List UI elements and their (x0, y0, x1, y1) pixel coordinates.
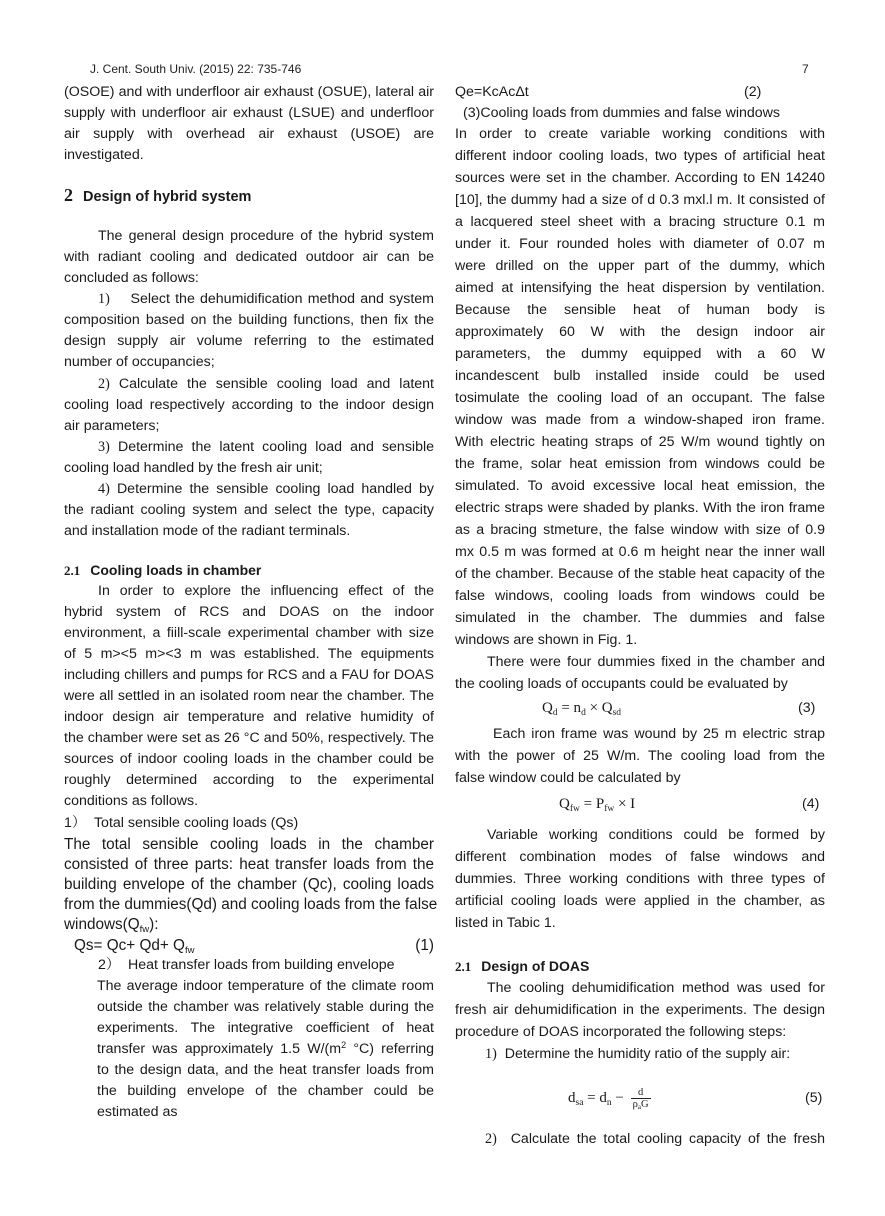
text-line: The general design procedure of the hybrid system (98, 228, 434, 244)
text-line: electric straps were shaded by planks. With the iron frame (455, 500, 825, 516)
text-line: Variable working conditions could be formed by (487, 827, 825, 843)
item-number: 2） (98, 957, 121, 973)
equation-3 (455, 698, 825, 720)
section-number: 2 (64, 185, 73, 205)
text-line: of 5 m><5 m><3 m was established. The equipments (64, 646, 434, 662)
text-line: $windows(Q_{fw})$: (64, 916, 159, 935)
step-number: 2) (485, 1131, 497, 1147)
text-line: including chillers and pumps for RCS and a FAU for DOAS (64, 667, 434, 683)
text-line: false windows, cooling loads from windows could be (455, 588, 825, 604)
equation-number: (1) (415, 937, 434, 954)
section-heading-doas (455, 956, 825, 978)
section-title: Cooling loads in chamber (90, 562, 262, 578)
text-line: the radiant cooling system and select the type, capacity (64, 502, 434, 518)
subsection-item-1 (64, 813, 434, 835)
text-line: roughly determined according to the experimental (64, 772, 434, 788)
fraction: $\frac{d}{\rho_aG}$ (632, 1087, 649, 1112)
text-line: different indoor cooling loads, two types of artificial heat (455, 148, 825, 164)
text-line: supply with underfloor air exhaust (LSUE) and underfloor (64, 105, 434, 121)
equation-text: $Q_{fw} = P_{fw} \times I$ (559, 796, 636, 814)
step-number: 2) (98, 376, 110, 392)
text-line: outside the chamber was relatively stable during the (97, 999, 434, 1015)
equation-text: $Q_d = n_d \times Q_{sd}$ (542, 700, 622, 718)
step-number: 4) (98, 481, 110, 497)
text-line: to the design data, and the heat transfer loads from (97, 1062, 434, 1078)
item-number: 1） (64, 815, 87, 831)
equation-1: $Qs= Qc+ Qd+ Q_{fw}$ (1) (74, 937, 434, 956)
text-line: dummies. Three working conditions with three types of (455, 871, 825, 887)
list-item-step-4 (98, 479, 434, 501)
text-line: were drilled on the upper part of the dummy, which (455, 258, 825, 274)
text-line: environment, a fiill-scale experimental chamber with size (64, 625, 434, 641)
step-text: Determine the sensible cooling load handled by (116, 481, 434, 497)
item-title: Heat transfer loads from building envelope (127, 957, 395, 973)
left-column (64, 0, 438, 1216)
text-line: the cooling loads of occupants could be evaluated by (455, 676, 788, 692)
text-line: procedure of DOAS incorporated the following steps: (455, 1024, 787, 1040)
text-line: artificial cooling loads were applied in the chamber, as (455, 893, 825, 909)
text-line: concluded as follows: (64, 270, 199, 286)
section-number: 2.1 (455, 959, 472, 974)
step-number: 1) (98, 291, 110, 307)
text-line: cooling load handled by the fresh air unit; (64, 460, 323, 476)
text-line: cooling load respectively according to the indoor design (64, 397, 434, 413)
equation-number: (3) (798, 700, 816, 716)
text-line: Each iron frame was wound by 25 m electric strap (493, 726, 825, 742)
text-line: as a bracing stmeture, the false window with size of 0.9 (455, 522, 825, 538)
step-text: Calculate the sensible cooling load and latent (118, 376, 434, 392)
text-line: investigated. (64, 147, 144, 163)
right-column (455, 0, 825, 1216)
text-line: windows are shown in Fig. 1. (455, 632, 638, 648)
step-text: Determine the latent cooling load and sensible (117, 439, 435, 455)
text-line: composition based on the building functions, then fix the (64, 312, 434, 328)
doas-step-1 (485, 1044, 825, 1066)
text-line: In order to create variable working conditions with (455, 126, 825, 142)
text-line: sources of indoor cooling loads in the chamber could be (64, 751, 434, 767)
equation-text: Qs= Qc+ Qd+ Q (74, 937, 185, 954)
text-line: tosimulate the cooling load of an occupant. The false (455, 390, 825, 406)
text-line: conditions as follows. (64, 793, 199, 809)
text-line: approximately 60 W with the design indoor air (455, 324, 825, 340)
text-line: were all settled in an isolated room near the chamber. The (64, 688, 434, 704)
equation-4 (455, 794, 825, 816)
text-line: of the chamber. Because of the stable heat capacity of the (455, 566, 825, 582)
equation-text: Qe=KcAcΔt (455, 84, 529, 100)
text-line: The average indoor temperature of the climate room (97, 978, 434, 994)
text-line: With electric heating straps of 25 W/m wound tightly on (455, 434, 825, 450)
text-line: estimated as (97, 1104, 178, 1120)
text-line: indoor design air temperature and relative humidity of (64, 709, 434, 725)
section-heading-2-1 (64, 560, 434, 582)
list-item-step-3 (98, 437, 434, 459)
text-line: experiments. The integrative coefficient of heat (97, 1020, 434, 1036)
text-line: and installation mode of the radiant terminals. (64, 523, 351, 539)
list-item-step-2 (98, 374, 434, 396)
text-line: There were four dummies fixed in the chamber and (487, 654, 825, 670)
text-line: false window could be calculated by (455, 770, 681, 786)
section-heading-2 (64, 185, 434, 207)
text-line: fresh air dehumidification in the experiments. The design (455, 1002, 825, 1018)
text-line: In order to explore the influencing effect of the (98, 583, 434, 599)
equation-2 (455, 82, 825, 104)
text-line: listed in Tabic 1. (455, 915, 556, 931)
text-line: design supply air volume referring to the estimated (64, 333, 434, 349)
text-line: the frame, solar heat emission from windows could be (455, 456, 825, 472)
text-line: with the power of 25 W/m. The cooling load from the (455, 748, 825, 764)
doas-step-2 (485, 1129, 825, 1151)
step-number: 3) (98, 439, 110, 455)
text-line: different combination modes of false windows and (455, 849, 825, 865)
text-line: sources were set in the chamber. According to EN 14240 (455, 170, 825, 186)
equation-5 (455, 1085, 825, 1111)
equation-number: (2) (744, 84, 762, 100)
text-line: mx 0.5 m was formed at 0.6 m height near the inner wall (455, 544, 825, 560)
text-line: hybrid system of RCS and DOAS on the indoor (64, 604, 434, 620)
subsection-item-3: (3)Cooling loads from dummies and false windows (463, 105, 780, 121)
text-line: The cooling dehumidification method was used for (487, 980, 825, 996)
text-line: from the dummies(Qd) and cooling loads from the false (64, 896, 438, 913)
text-line: transfer was approximately 1.5 $W/(m^2$ °C) referring (97, 1040, 435, 1057)
text-line: building envelope of the chamber (Qc), cooling loads (64, 876, 434, 893)
text-line: [10], the dummy had a size of d 0.3 mxl.l m. It consisted of (455, 192, 825, 208)
text-line: a lacquered steel sheet with a bracing structure 0.1 m (455, 214, 825, 230)
text-line: under it. Four rounded holes with diameter of 0.07 m (455, 236, 825, 252)
text-line: air parameters; (64, 418, 160, 434)
step-number: 1) (485, 1046, 497, 1062)
section-number: 2.1 (64, 563, 81, 578)
equation-number: (5) (805, 1090, 823, 1106)
step-text: Calculate the total cooling capacity of the fresh (510, 1131, 825, 1147)
text-line: Because the sensible heat of human body is (455, 302, 825, 318)
text-line: incandescent bulb installed inside could be used (455, 368, 825, 384)
text-line: (OSOE) and with underfloor air exhaust (OSUE), lateral air (64, 84, 434, 100)
text-line: The total sensible cooling loads in the chamber (64, 836, 434, 853)
text-line: number of occupancies; (64, 354, 215, 370)
text-line: with radiant cooling and dedicated outdoor air can be (64, 249, 434, 265)
text-line: aimed at intensifying the heat dispersion by ventilation. (455, 280, 825, 296)
text-line: parameters, the dummy equipped with a 60 W (455, 346, 825, 362)
text-line: window was made from a window-shaped iron frame. (455, 412, 825, 428)
text-line: consisted of three parts: heat transfer loads from the (64, 856, 434, 873)
step-text: Determine the humidity ratio of the supply air: (504, 1046, 791, 1062)
subsection-item-2 (98, 955, 434, 977)
list-item-step-1 (98, 289, 434, 311)
item-title: Total sensible cooling loads (Qs) (93, 815, 299, 831)
section-title: Design of DOAS (481, 958, 590, 974)
text-line: simulated. To avoid excessive local heat emission, the (455, 478, 825, 494)
step-text: Select the dehumidification method and system (130, 291, 434, 307)
journal-header: J. Cent. South Univ. (2015) 22: 735-746 (90, 62, 302, 76)
equation-text: $d_{sa} = d_n$ − $\frac{d}{\rho_aG}$ (568, 1087, 649, 1112)
text-line: the chamber were set as 26 °C and 50%, respectively. The (64, 730, 434, 746)
text-line: air supply with overhead air exhaust (USOE) are (64, 126, 434, 142)
section-title: Design of hybrid system (83, 189, 252, 205)
equation-number: (4) (802, 796, 820, 812)
page-number: 7 (802, 62, 809, 76)
text-line: simulated in the chamber. The dummies and false (455, 610, 825, 626)
text-line: the building envelope of the chamber could be (97, 1083, 434, 1099)
